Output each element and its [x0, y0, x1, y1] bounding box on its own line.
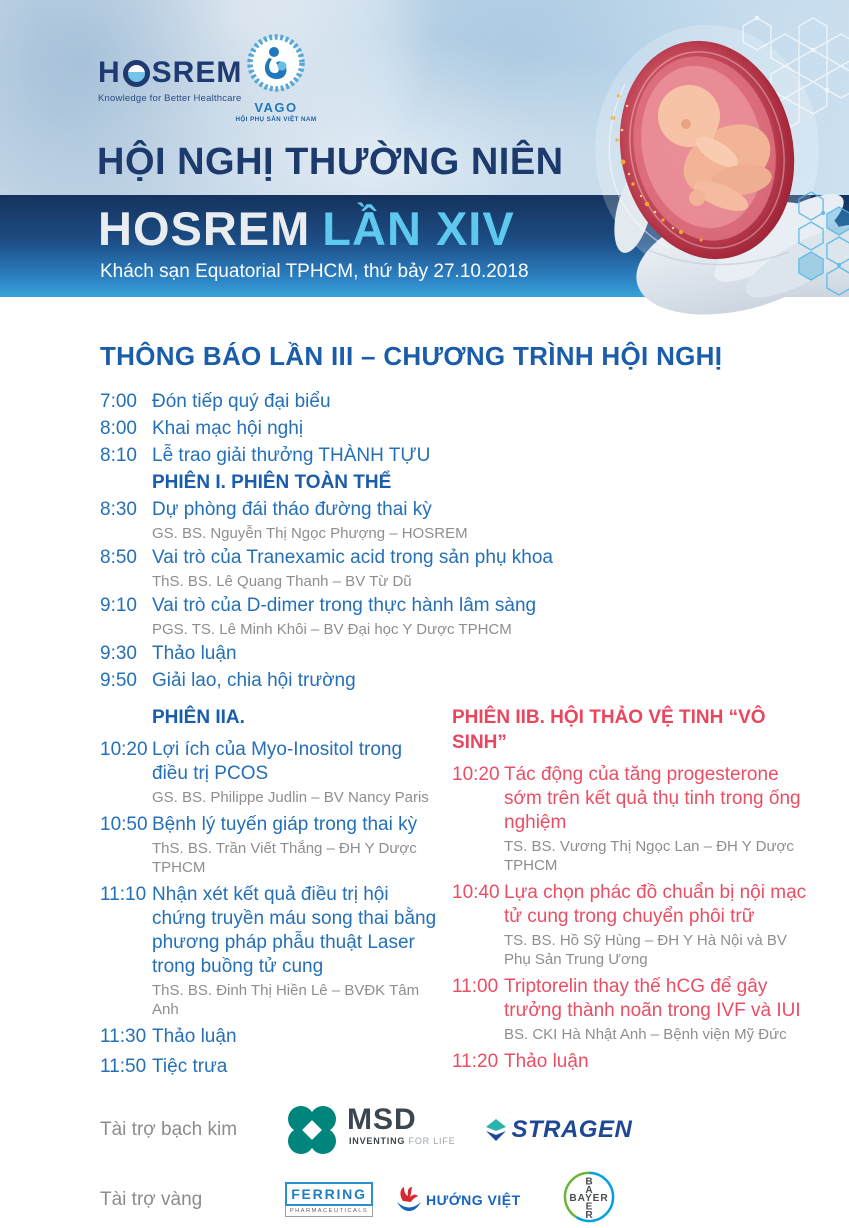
schedule-title: Dự phòng đái tháo đường thai kỳ	[152, 499, 432, 520]
schedule-title: Thảo luận	[504, 1051, 589, 1072]
msd-tagline	[349, 1136, 455, 1146]
schedule-speaker: ThS. BS. Trần Viết Thắng – ĐH Y Dược TPHCM	[152, 840, 417, 876]
stragen-name: STRAGEN	[511, 1116, 633, 1143]
ferring-name: FERRING	[285, 1182, 373, 1206]
schedule-time: 9:10	[100, 595, 137, 616]
schedule-title: Khai mạc hội nghị	[152, 418, 304, 439]
huong-viet-logo	[395, 1185, 521, 1215]
fetus-in-hand-illustration	[589, 0, 849, 297]
gold-sponsor-label: Tài trợ vàng	[100, 1188, 203, 1210]
schedule-time: 11:10	[100, 884, 147, 905]
schedule-row	[100, 546, 809, 591]
schedule-row	[100, 883, 452, 1019]
hosrem-tagline: Knowledge for Better Healthcare	[98, 93, 242, 104]
session-iia-header: PHIÊN IIA.	[152, 707, 245, 728]
vago-subtitle: HỘI PHỤ SẢN VIỆT NAM	[235, 116, 317, 123]
schedule-title: Đón tiếp quý đại biểu	[152, 391, 331, 412]
session-iib-column	[452, 705, 809, 1085]
bayer-letter: B	[585, 1176, 593, 1188]
schedule-row	[452, 763, 809, 875]
schedule-title: Vai trò của Tranexamic acid trong sản phụ khoa	[152, 547, 553, 568]
sponsors-section	[100, 1105, 809, 1228]
schedule-speaker: GS. BS. Philippe Judlin – BV Nancy Paris	[152, 789, 429, 806]
msd-logo	[285, 1105, 455, 1155]
schedule-title: Lễ trao giải thưởng THÀNH TỰU	[152, 445, 431, 466]
schedule-speaker: PGS. TS. Lê Minh Khôi – BV Đại học Y Dược TPHCM	[152, 621, 512, 638]
schedule-time: 11:30	[100, 1026, 147, 1047]
conference-venue-date: Khách sạn Equatorial TPHCM, thứ bảy 27.10.2018	[100, 261, 529, 282]
conference-title-edition: LẦN XIV	[322, 202, 515, 255]
hosrem-logo-letters: SREM	[151, 56, 243, 89]
schedule-time: 11:00	[452, 976, 499, 997]
schedule-row	[100, 594, 809, 639]
schedule-row	[100, 813, 452, 877]
schedule-row	[452, 881, 809, 969]
ferring-logo	[285, 1182, 373, 1217]
schedule-title: Thảo luận	[152, 643, 237, 664]
schedule-row	[100, 738, 452, 807]
schedule-time: 8:10	[100, 445, 137, 466]
schedule-speaker: BS. CKI Hà Nhật Anh – Bệnh viện Mỹ Đức	[504, 1026, 787, 1043]
bayer-letter: A	[585, 1185, 593, 1197]
schedule-time: 10:20	[452, 764, 500, 785]
schedule-time: 10:40	[452, 882, 500, 903]
schedule-time: 9:50	[100, 670, 137, 691]
schedule-time: 8:30	[100, 499, 137, 520]
conference-title-line1: HỘI NGHỊ THƯỜNG NIÊN	[97, 141, 564, 183]
main-schedule	[100, 390, 809, 693]
schedule-title: Triptorelin thay thế hCG để gây trưởng thành noãn trong IVF và IUI	[504, 976, 801, 1021]
bayer-letter: E	[585, 1201, 593, 1213]
schedule-row	[100, 1055, 452, 1079]
hosrem-o-icon	[123, 60, 150, 87]
schedule-title: Tiệc trưa	[152, 1056, 228, 1077]
msd-name: MSD	[347, 1103, 417, 1136]
schedule-title: Lợi ích của Myo-Inositol trong điều trị PCOS	[152, 739, 403, 784]
schedule-speaker: TS. BS. Vương Thị Ngọc Lan – ĐH Y Dược TPHCM	[504, 838, 794, 874]
vago-name: VAGO	[254, 100, 298, 115]
session-iib-header: PHIÊN IIB. HỘI THẢO VỆ TINH “VÔ SINH”	[452, 707, 766, 753]
schedule-row	[100, 390, 809, 414]
hosrem-logo-letter: H	[98, 56, 121, 89]
schedule-time: 11:20	[452, 1051, 499, 1072]
hosrem-logo-word	[98, 56, 242, 90]
msd-tagline-light: FOR LIFE	[408, 1136, 456, 1146]
schedule-row	[100, 1025, 452, 1049]
program-content	[0, 341, 849, 1228]
schedule-row	[100, 417, 809, 441]
schedule-title: Bệnh lý tuyến giáp trong thai kỳ	[152, 814, 418, 835]
schedule-row	[452, 975, 809, 1044]
ferring-subtitle: PHARMACEUTICALS	[285, 1206, 373, 1217]
schedule-title: Nhận xét kết quả điều trị hội chứng truyền máu song thai bằng phương pháp phẫu thuật Laser trong buồng tử cung	[152, 884, 437, 977]
schedule-title: Tác động của tăng progesterone sớm trên kết quả thụ tinh trong ống nghiệm	[504, 764, 801, 833]
schedule-title: Thảo luận	[152, 1026, 237, 1047]
schedule-time: 8:50	[100, 547, 137, 568]
schedule-time: 10:20	[100, 739, 148, 760]
conference-title-line2	[98, 201, 515, 256]
schedule-time	[100, 471, 152, 495]
msd-tagline-bold: INVENTING	[349, 1136, 406, 1146]
session-iib-schedule	[452, 763, 809, 1074]
huong-viet-emblem-icon	[395, 1185, 423, 1215]
bayer-cross-icon	[563, 1171, 615, 1223]
schedule-title: Giải lao, chia hội trường	[152, 670, 356, 691]
session-iia-column	[100, 705, 452, 1085]
bayer-letter: R	[585, 1210, 593, 1222]
schedule-speaker: GS. BS. Nguyễn Thị Ngọc Phượng – HOSREM	[152, 525, 468, 542]
schedule-time: 7:00	[100, 391, 137, 412]
schedule-speaker: TS. BS. Hồ Sỹ Hùng – ĐH Y Hà Nội và BV Phụ Sản Trung Ương	[504, 932, 787, 968]
vago-emblem-icon	[241, 32, 311, 94]
schedule-title: Lựa chọn phác đồ chuẩn bị nội mạc tử cung trong chuyển phôi trữ	[504, 882, 807, 927]
bayer-name-horizontal: BAYER	[569, 1192, 609, 1204]
platinum-sponsor-row	[100, 1105, 809, 1155]
parallel-sessions	[100, 705, 809, 1085]
stragen-logo	[485, 1116, 632, 1144]
header-banner	[0, 0, 849, 297]
vago-logo	[230, 32, 322, 123]
schedule-time: 8:00	[100, 418, 137, 439]
schedule-time: 9:30	[100, 643, 137, 664]
msd-emblem-icon	[285, 1105, 339, 1155]
schedule-speaker: ThS. BS. Lê Quang Thanh – BV Từ Dũ	[152, 573, 412, 590]
hosrem-logo	[98, 56, 242, 104]
schedule-row	[100, 669, 809, 693]
schedule-time: 11:50	[100, 1056, 147, 1077]
schedule-row	[100, 498, 809, 543]
session-iia-schedule	[100, 738, 452, 1079]
gold-sponsor-row	[100, 1171, 809, 1228]
conference-title-hosrem: HOSREM	[98, 202, 311, 255]
schedule-speaker: ThS. BS. Đinh Thị Hiền Lê – BVĐK Tâm Anh	[152, 982, 420, 1018]
schedule-row	[100, 642, 809, 666]
stragen-diamond-icon	[485, 1118, 507, 1142]
schedule-title: Vai trò của D-dimer trong thực hành lâm sàng	[152, 595, 537, 616]
bayer-logo	[563, 1171, 615, 1228]
schedule-row	[100, 444, 809, 468]
schedule-row	[452, 1050, 809, 1074]
session-title: PHIÊN I. PHIÊN TOÀN THỂ	[152, 472, 392, 493]
huong-viet-name: HƯỚNG VIỆT	[426, 1191, 521, 1208]
schedule-row	[100, 471, 809, 495]
schedule-time: 10:50	[100, 814, 148, 835]
platinum-sponsor-label: Tài trợ bạch kim	[100, 1119, 238, 1140]
page-title: THÔNG BÁO LẦN III – CHƯƠNG TRÌNH HỘI NGHỊ	[100, 341, 723, 371]
